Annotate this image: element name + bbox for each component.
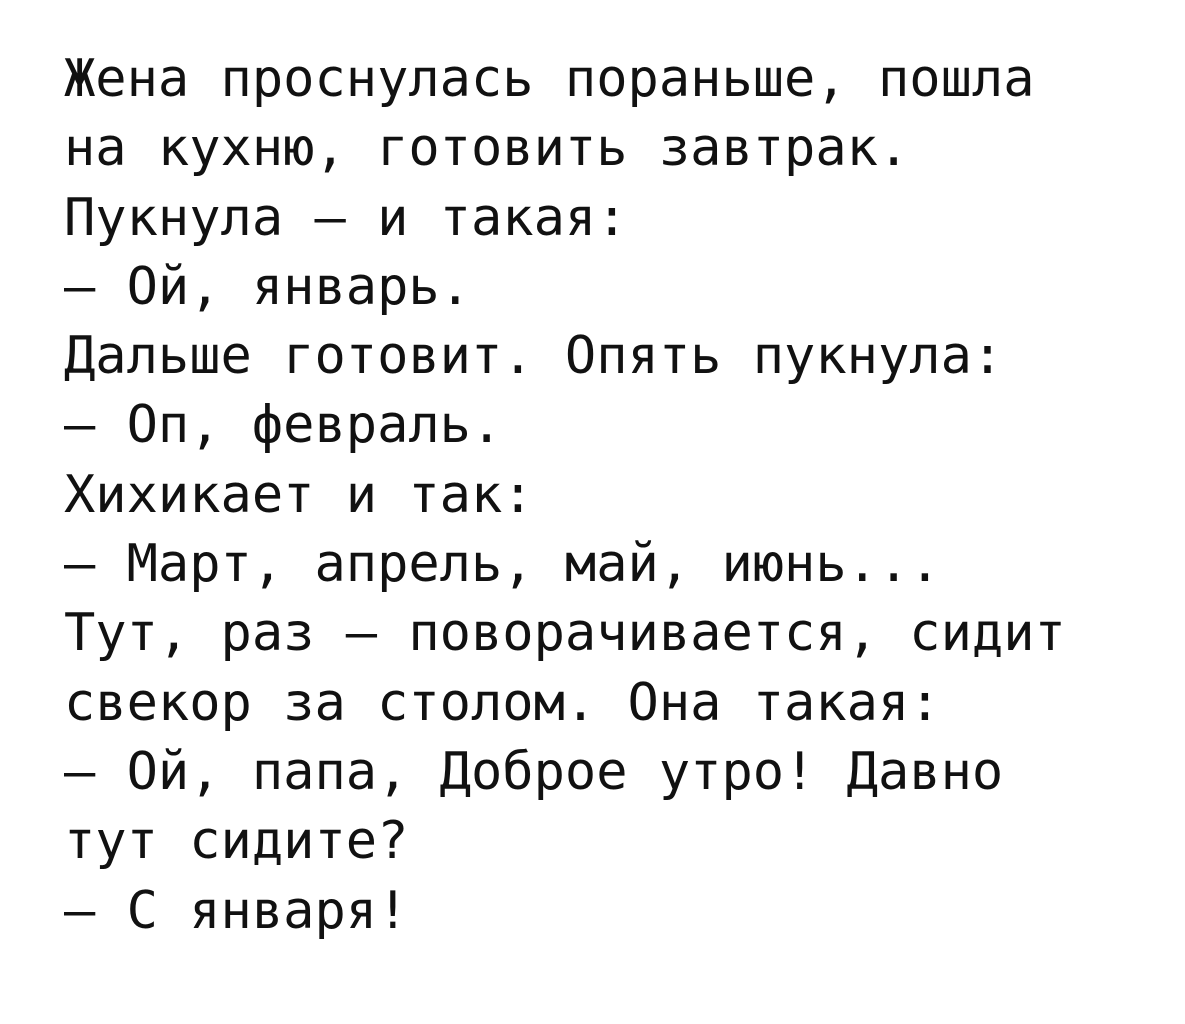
text-line: тут сидите?: [64, 811, 409, 872]
joke-text: [64, 45, 1066, 946]
text-line: свекор за столом. Она такая:: [64, 672, 941, 733]
text-line: на кухню, готовить завтрак.: [64, 118, 910, 179]
text-line: – Март, апрель, май, июнь...: [64, 534, 941, 595]
text-line: Хихикает и так:: [64, 464, 534, 525]
text-line: Тут, раз — поворачивается, сидит: [64, 603, 1066, 664]
text-line: – С января!: [64, 880, 409, 941]
text-line: – Ой, папа, Доброе утро! Давно: [64, 741, 1004, 802]
text-line: – Оп, февраль.: [64, 395, 503, 456]
text-line: Жена проснулась пораньше, пошла: [64, 49, 1035, 109]
text-line: Пукнула — и такая:: [64, 187, 628, 248]
text-line: Дальше готовит. Опять пукнула:: [64, 326, 1004, 387]
text-line: – Ой, январь.: [64, 256, 471, 317]
